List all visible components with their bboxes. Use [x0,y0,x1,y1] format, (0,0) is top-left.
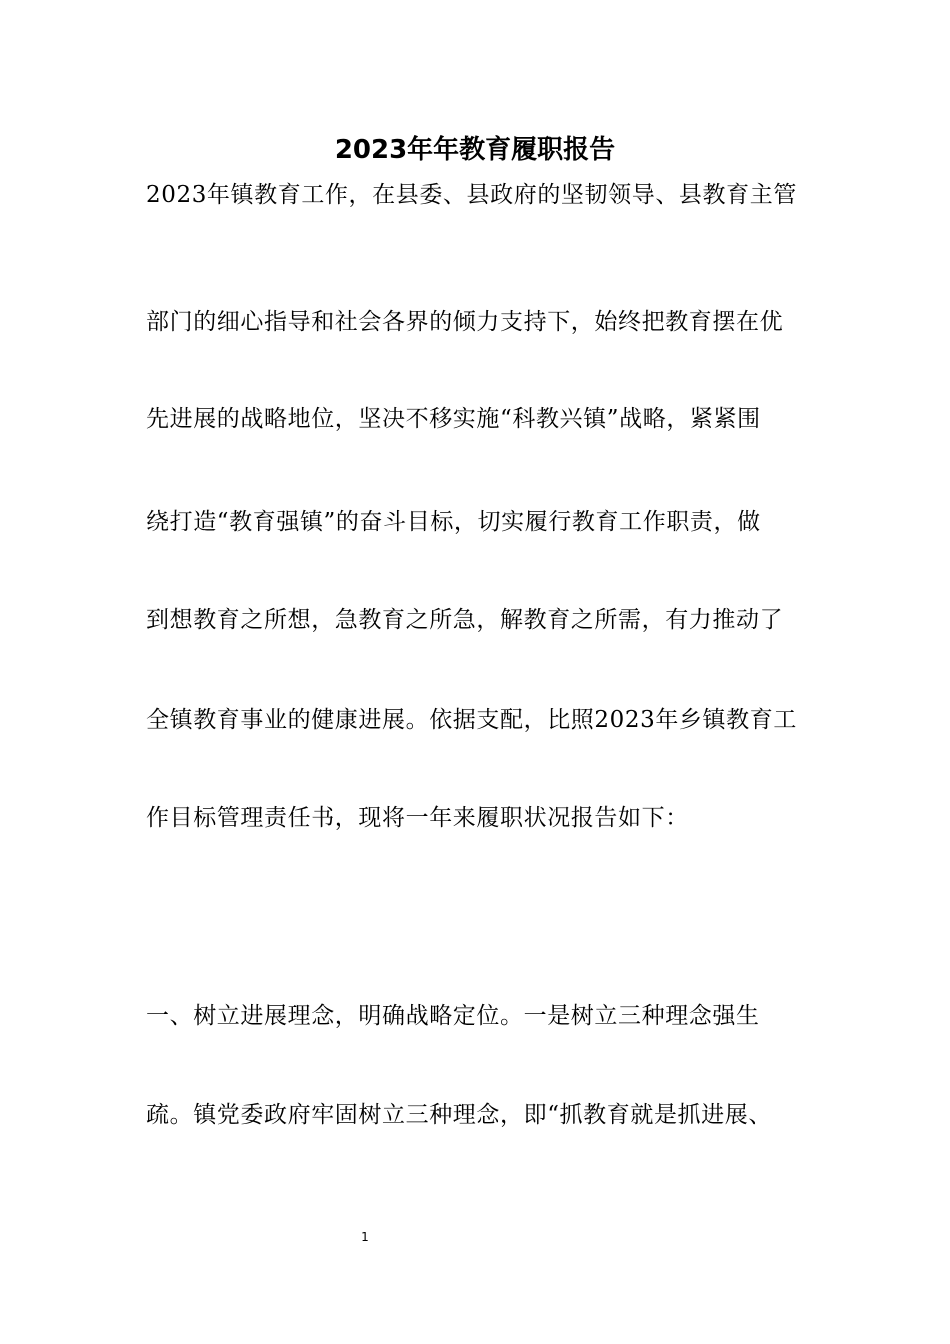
paragraph-1-line-4: 绕打造“教育强镇”的奋斗目标，切实履行教育工作职责，做 [146,509,761,535]
paragraph-1-line-1: 2023年镇教育工作，在县委、县政府的坚韧领导、县教育主管 [146,182,797,208]
paragraph-2-line-2: 疏。镇党委政府牢固树立三种理念，即“抓教育就是抓进展、 [146,1102,772,1128]
paragraph-1-line-3: 先进展的战略地位，坚决不移实施“科教兴镇”战略，紧紧围 [146,406,761,432]
paragraph-1-line-2: 部门的细心指导和社会各界的倾力支持下，始终把教育摆在优 [146,309,784,335]
paragraph-1-line-6: 全镇教育事业的健康进展。依据支配，比照2023年乡镇教育工 [146,707,797,733]
document-title: 2023年年教育履职报告 [334,135,616,165]
paragraph-1-line-5: 到想教育之所想，急教育之所急，解教育之所需，有力推动了 [146,607,784,633]
paragraph-1-line-7: 作目标管理责任书，现将一年来履职状况报告如下： [146,805,689,831]
page-number: 1 [361,1230,369,1244]
paragraph-2-line-1: 一、树立进展理念，明确战略定位。一是树立三种理念强生 [146,1003,760,1029]
